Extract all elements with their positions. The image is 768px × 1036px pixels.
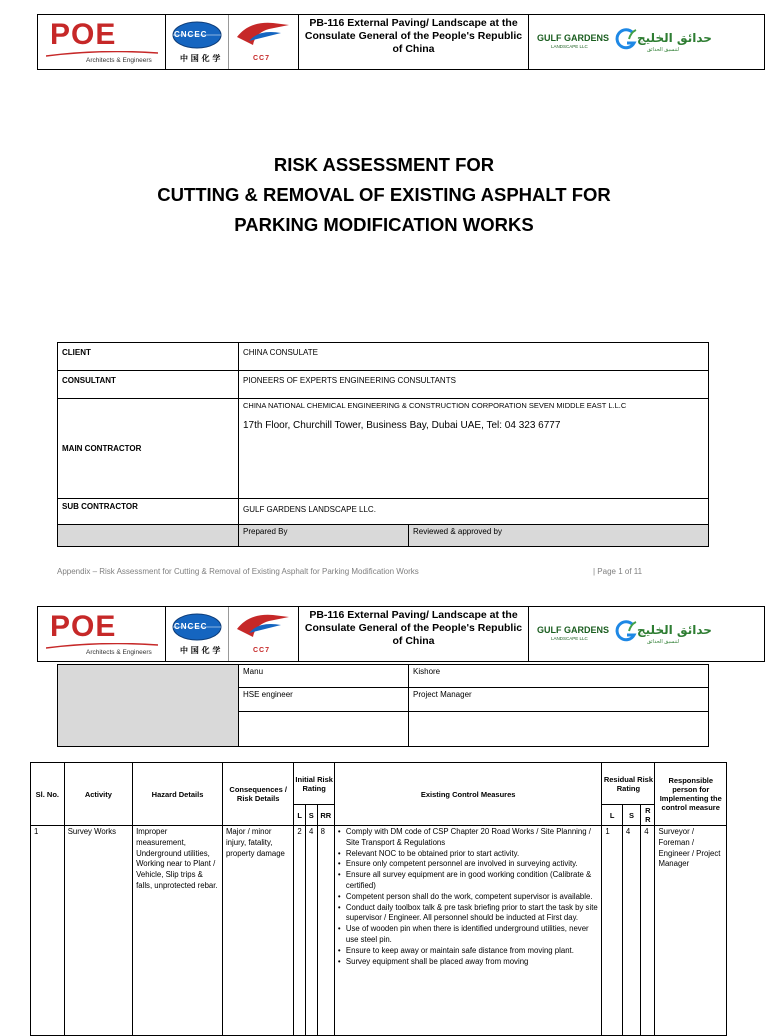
gulf-gardens-g-icon [615,619,637,643]
project-info-table: CLIENT CHINA CONSULATE CONSULTANT PIONEERS OF EXPERTS ENGINEERING CONSULTANTS MAIN CONTRACTOR CHINA NATIONAL CHEMICAL ENGINEERING & CONSTRUCTION CORPORATION SEVEN MIDDLE EAST L.L.C 17th Floor, Churchill Tower, Business Bay, Dubai UAE, Tel: 04 323 6777 SUB CONTRACTOR GULF GARDENS LANDSCAPE LLC. Prepared By Reviewed & approved by [57,342,709,547]
signature-table: Manu Kishore HSE engineer Project Manager [57,664,709,747]
control-measures-cell [334,826,602,1036]
list-item: • Use of wooden pin when there is identified underground utilities, never use steel pin. [346,924,599,946]
list-item: • Ensure only competent personnel are involved in surveying activity. [346,859,599,870]
list-item: • Ensure all survey equipment are in good working condition (Calibrate & certified) [346,870,599,892]
cncec-cc7-logo: CNCEC 中 国 化 学 CC7 [166,15,299,69]
page-header-2 [37,606,765,662]
list-item: • Comply with DM code of CSP Chapter 20 Road Works / Site Planning / Site Transport & Regulations [346,827,599,849]
cc7-emblem-icon [229,15,299,55]
gulf-gardens-g-icon [615,27,637,51]
gulf-gardens-logo: GULF GARDENS LANDSCAPE LLC حدائق الخليج لتنسيق الحدائق [529,607,764,661]
control-measures-list [338,827,599,967]
risk-assessment-table: Sl. No. Activity Hazard Details Consequences / Risk Details Initial Risk Rating Existing Control Measures Residual Risk Rating Responsible person for Implementing the control measure L S RR L S R R 1 Survey Works Improper measurement, Underground utilities, Working near to Plant / Vehicle, Slip trips & falls, unprotected rebar. Major / minor injury, fatality, property damage 2 4 8 • Comply with DM code of CSP Chapter 20 Road Works / Site Planning / Site Transport & Regulations • Relevant NOC to be obtained prior to start activity. • Ensure only competent personnel are involved in surveying activity. • Ensure all survey equipment are in good working condition (Calibrate & certified) • Competent person shall do the work, competent supervisor is available. • Conduct daily toolbox talk & pre task briefing prior to start the task by site supervisor / Engineer. All personnel should be inducted at First day. • Use of wooden pin when there is identified underground utilities, never use steel pin. • Ensure to keep away or maintain safe distance from moving plant. • Survey equipment shall be placed away from moving 1 4 4 Surveyor / Foreman / Engineer / Project Manager [30,762,727,1036]
table-row: 1 Survey Works Improper measurement, Underground utilities, Working near to Plant / Vehicle, Slip trips & falls, unprotected rebar. Major / minor injury, fatality, property damage 2 4 8 • Comply with DM code of CSP Chapter 20 Road Works / Site Planning / Site Transport & Regulations • Relevant NOC to be obtained prior to start activity. • Ensure only competent personnel are involved in surveying activity. • Ensure all survey equipment are in good working condition (Calibrate & certified) • Competent person shall do the work, competent supervisor is available. • Conduct daily toolbox talk & pre task briefing prior to start the task by site supervisor / Engineer. All personnel should be inducted at First day. • Use of wooden pin when there is identified underground utilities, never use steel pin. • Ensure to keep away or maintain safe distance from moving plant. • Survey equipment shall be placed away from moving 1 4 4 Surveyor / Foreman / Engineer / Project Manager [31,826,727,1036]
list-item: • Relevant NOC to be obtained prior to start activity. [346,849,599,860]
list-item: • Conduct daily toolbox talk & pre task briefing prior to start the task by site supervisor / Engineer. All personnel should be inducted at First day. [346,903,599,925]
project-title: PB-116 External Paving/ Landscape at the Consulate General of the People's Republic of China [299,15,529,69]
page-footer-text: Appendix – Risk Assessment for Cutting & Removal of Existing Asphalt for Parking Modification Works [57,567,419,576]
project-title: PB-116 External Paving/ Landscape at the Consulate General of the People's Republic of China [299,607,529,661]
gulf-gardens-logo: GULF GARDENS LANDSCAPE LLC حدائق الخليج لتنسيق الحدائق [529,15,764,69]
main-contractor-cell: CHINA NATIONAL CHEMICAL ENGINEERING & CONSTRUCTION CORPORATION SEVEN MIDDLE EAST L.L.C 17th Floor, Churchill Tower, Business Bay, Dubai UAE, Tel: 04 323 6777 [239,399,709,499]
poe-logo: POE Architects & Engineers [38,607,166,661]
cc7-emblem-icon [229,607,299,647]
poe-logo: POE Architects & Engineers [38,15,166,69]
list-item: • Survey equipment shall be placed away from moving [346,957,599,968]
page-header [37,14,765,70]
document-title: RISK ASSESSMENT FOR CUTTING & REMOVAL OF EXISTING ASPHALT FOR PARKING MODIFICATION WORKS [157,154,611,235]
list-item: • Competent person shall do the work, competent supervisor is available. [346,892,599,903]
cncec-cc7-logo: CNCEC 中 国 化 学 CC7 [166,607,299,661]
list-item: • Ensure to keep away or maintain safe distance from moving plant. [346,946,599,957]
page-number: | Page 1 of 11 [593,567,643,576]
